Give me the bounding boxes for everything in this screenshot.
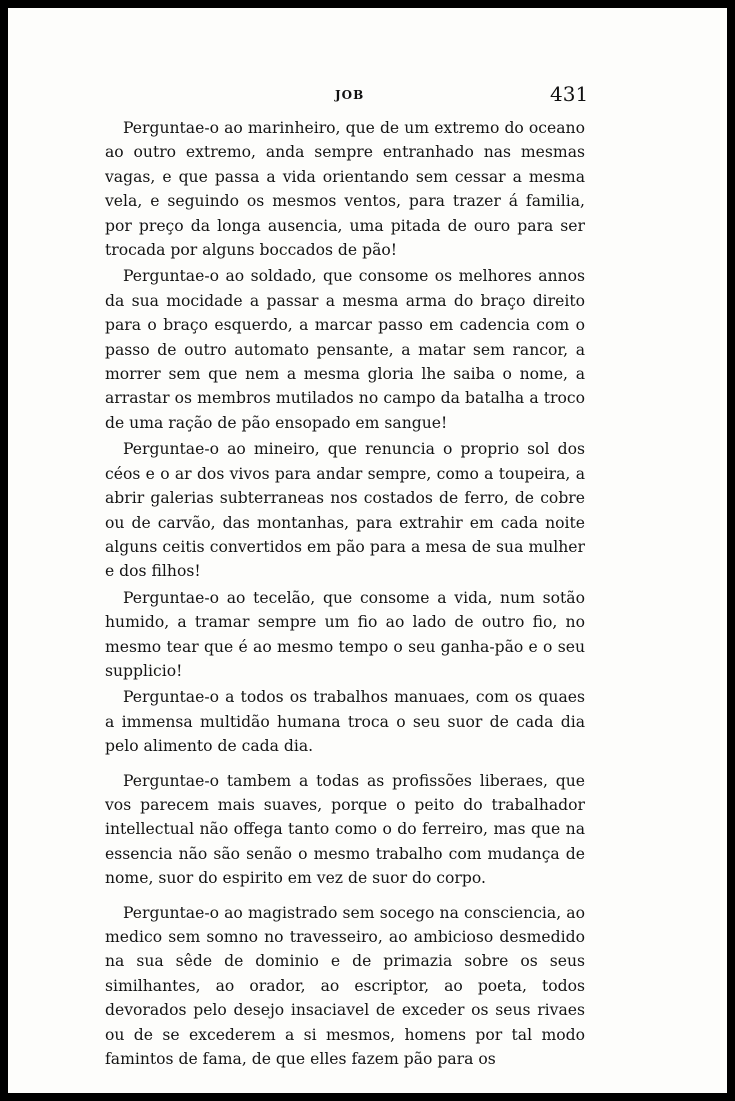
book-page [8,8,727,1093]
paragraph: Perguntae-o ao soldado, que consome os melhores annos da sua mocidade a passar a mesma arma do braço direito para o braço esquerdo, a marcar passo em cadencia com o passo de outro automato pensante, a matar sem rancor, a morrer sem que nem a mesma gloria lhe saiba o nome, a arrastar os membros mutilados no campo da batalha a troco de uma ração de pão ensopado em sangue! [105,267,585,432]
body-text [105,116,585,1071]
paragraph: Perguntae-o ao mineiro, que renuncia o proprio sol dos céos e o ar dos vivos para andar sempre, como a toupeira, a abrir galerias subterraneas nos costados de ferro, de cobre ou de carvão, das montanhas, para extrahir em cada noite alguns ceitis convertidos em pão para a mesa de sua mulher e dos filhos! [105,440,585,581]
paragraph: Perguntae-o ao marinheiro, que de um extremo do oceano ao outro extremo, anda sempre entranhado nas mesmas vagas, e que passa a vida orientando sem cessar a mesma vela, e seguindo os mesmos ventos, para trazer á familia, por preço da longa ausencia, uma pitada de ouro para ser trocada por alguns boccados de pão! [105,119,585,260]
page-header [8,82,727,114]
paragraph: Perguntae-o tambem a todas as profissões liberaes, que vos parecem mais suaves, porque o peito do trabalhador intellectual não offega tanto como o do ferreiro, mas que na essencia não são senão o mesmo trabalho com mudança de nome, suor do espirito em vez de suor do corpo. [105,771,585,888]
paragraph: Perguntae-o ao magistrado sem socego na consciencia, ao medico sem somno no travesseiro, ao ambicioso desmedido na sua sêde de dominio e de primazia sobre os seus similhantes, ao orador, ao escriptor, ao poeta, todos devorados pelo desejo insaciavel de exceder os seus rivaes ou de se excederem a si mesmos, homens por tal modo famintos de fama, de que elles fazem pão para os [105,903,585,1069]
paragraph: Perguntae-o ao tecelão, que consome a vida, num sotão humido, a tramar sempre um fio ao lado de outro fio, no mesmo tear que é ao mesmo tempo o seu ganha-pão e o seu supplicio! [105,588,585,680]
paragraph: Perguntae-o a todos os trabalhos manuaes, com os quaes a immensa multidão humana troca o seu suor de cada dia pelo alimento de cada dia. [105,688,585,756]
page-number: 431 [550,82,589,106]
running-title: JOB [335,88,365,102]
